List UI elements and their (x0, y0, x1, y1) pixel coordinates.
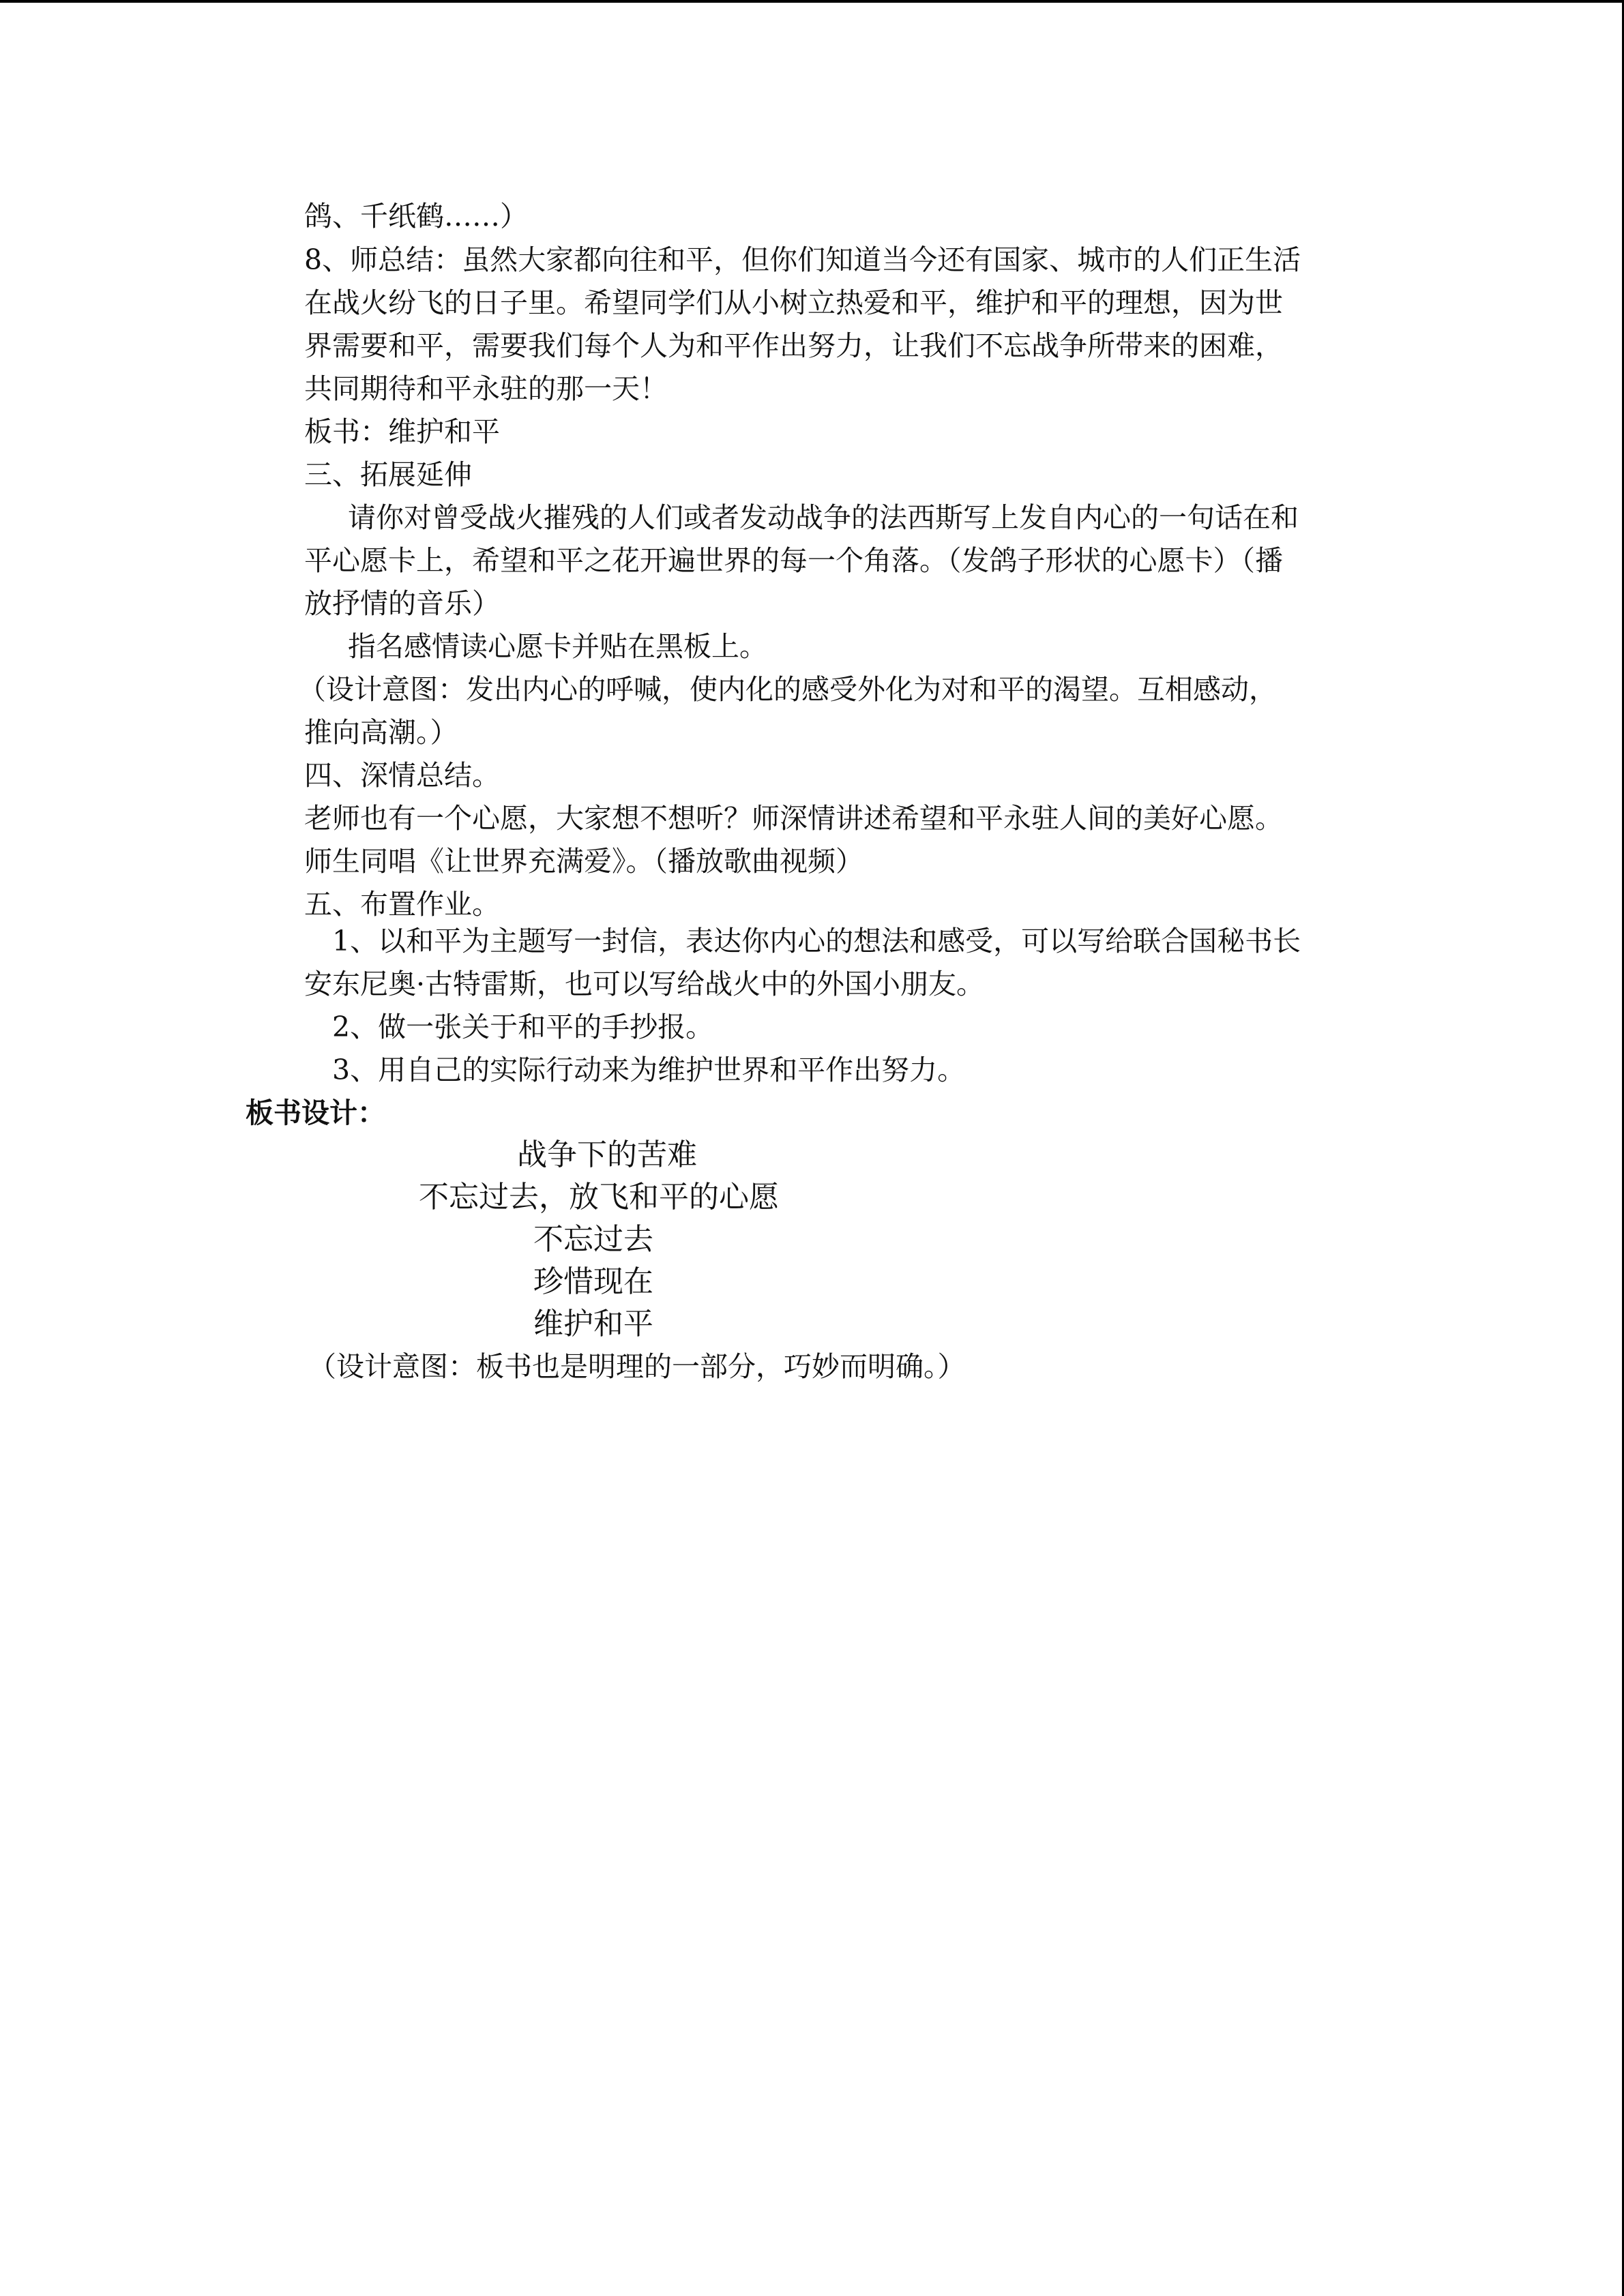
board-design-heading: 板书设计： (246, 1097, 385, 1129)
text-line: 指名感情读心愿卡并贴在黑板上。 (348, 630, 767, 663)
homework-item: 1、以和平为主题写一封信，表达你内心的想法和感受，可以写给联合国秘书长 (332, 925, 1301, 957)
board-item: 不忘过去 (533, 1222, 653, 1257)
board-item: 战争下的苦难 (517, 1137, 697, 1172)
text-line: 共同期待和平永驻的那一天！ (304, 372, 668, 405)
board-item: 不忘过去，放飞和平的心愿 (419, 1180, 779, 1214)
design-intent-note: （设计意图：发出内心的呼喊，使内化的感受外化为对和平的渴望。互相感动， (298, 673, 1277, 706)
homework-item: 2、做一张关于和平的手抄报。 (332, 1011, 714, 1043)
design-intent-note: （设计意图：板书也是明理的一部分，巧妙而明确。） (308, 1350, 966, 1383)
section-heading: 四、深情总结。 (304, 759, 500, 792)
text-line: 鸽、千纸鹤……） (304, 200, 528, 233)
text-line: 平心愿卡上，希望和平之花开遍世界的每一个角落。（发鸽子形状的心愿卡）（播 (304, 544, 1283, 577)
text-line: 界需要和平，需要我们每个人为和平作出努力，让我们不忘战争所带来的困难， (304, 329, 1283, 362)
board-item: 维护和平 (533, 1307, 653, 1341)
section-heading: 五、布置作业。 (304, 888, 500, 921)
text-line: 师生同唱《让世界充满爱》。（播放歌曲视频） (304, 845, 863, 878)
homework-item: 3、用自己的实际行动来为维护世界和平作出努力。 (332, 1054, 966, 1086)
text-line: 板书：维护和平 (304, 415, 500, 448)
text-line: 在战火纷飞的日子里。希望同学们从小树立热爱和平，维护和平的理想，因为世 (304, 286, 1283, 319)
text-line: 放抒情的音乐） (304, 587, 500, 620)
text-line: 安东尼奥·古特雷斯，也可以写给战火中的外国小朋友。 (304, 968, 985, 1000)
text-line: 8、师总结：虽然大家都向往和平，但你们知道当今还有国家、城市的人们正生活 (304, 243, 1301, 276)
text-line: 老师也有一个心愿，大家想不想听？师深情讲述希望和平永驻人间的美好心愿。 (304, 802, 1283, 835)
text-line: 推向高潮。） (304, 716, 458, 749)
board-item: 珍惜现在 (533, 1264, 653, 1299)
section-heading: 三、拓展延伸 (304, 458, 472, 491)
text-line: 请你对曾受战火摧残的人们或者发动战争的法西斯写上发自内心的一句话在和 (348, 501, 1299, 534)
